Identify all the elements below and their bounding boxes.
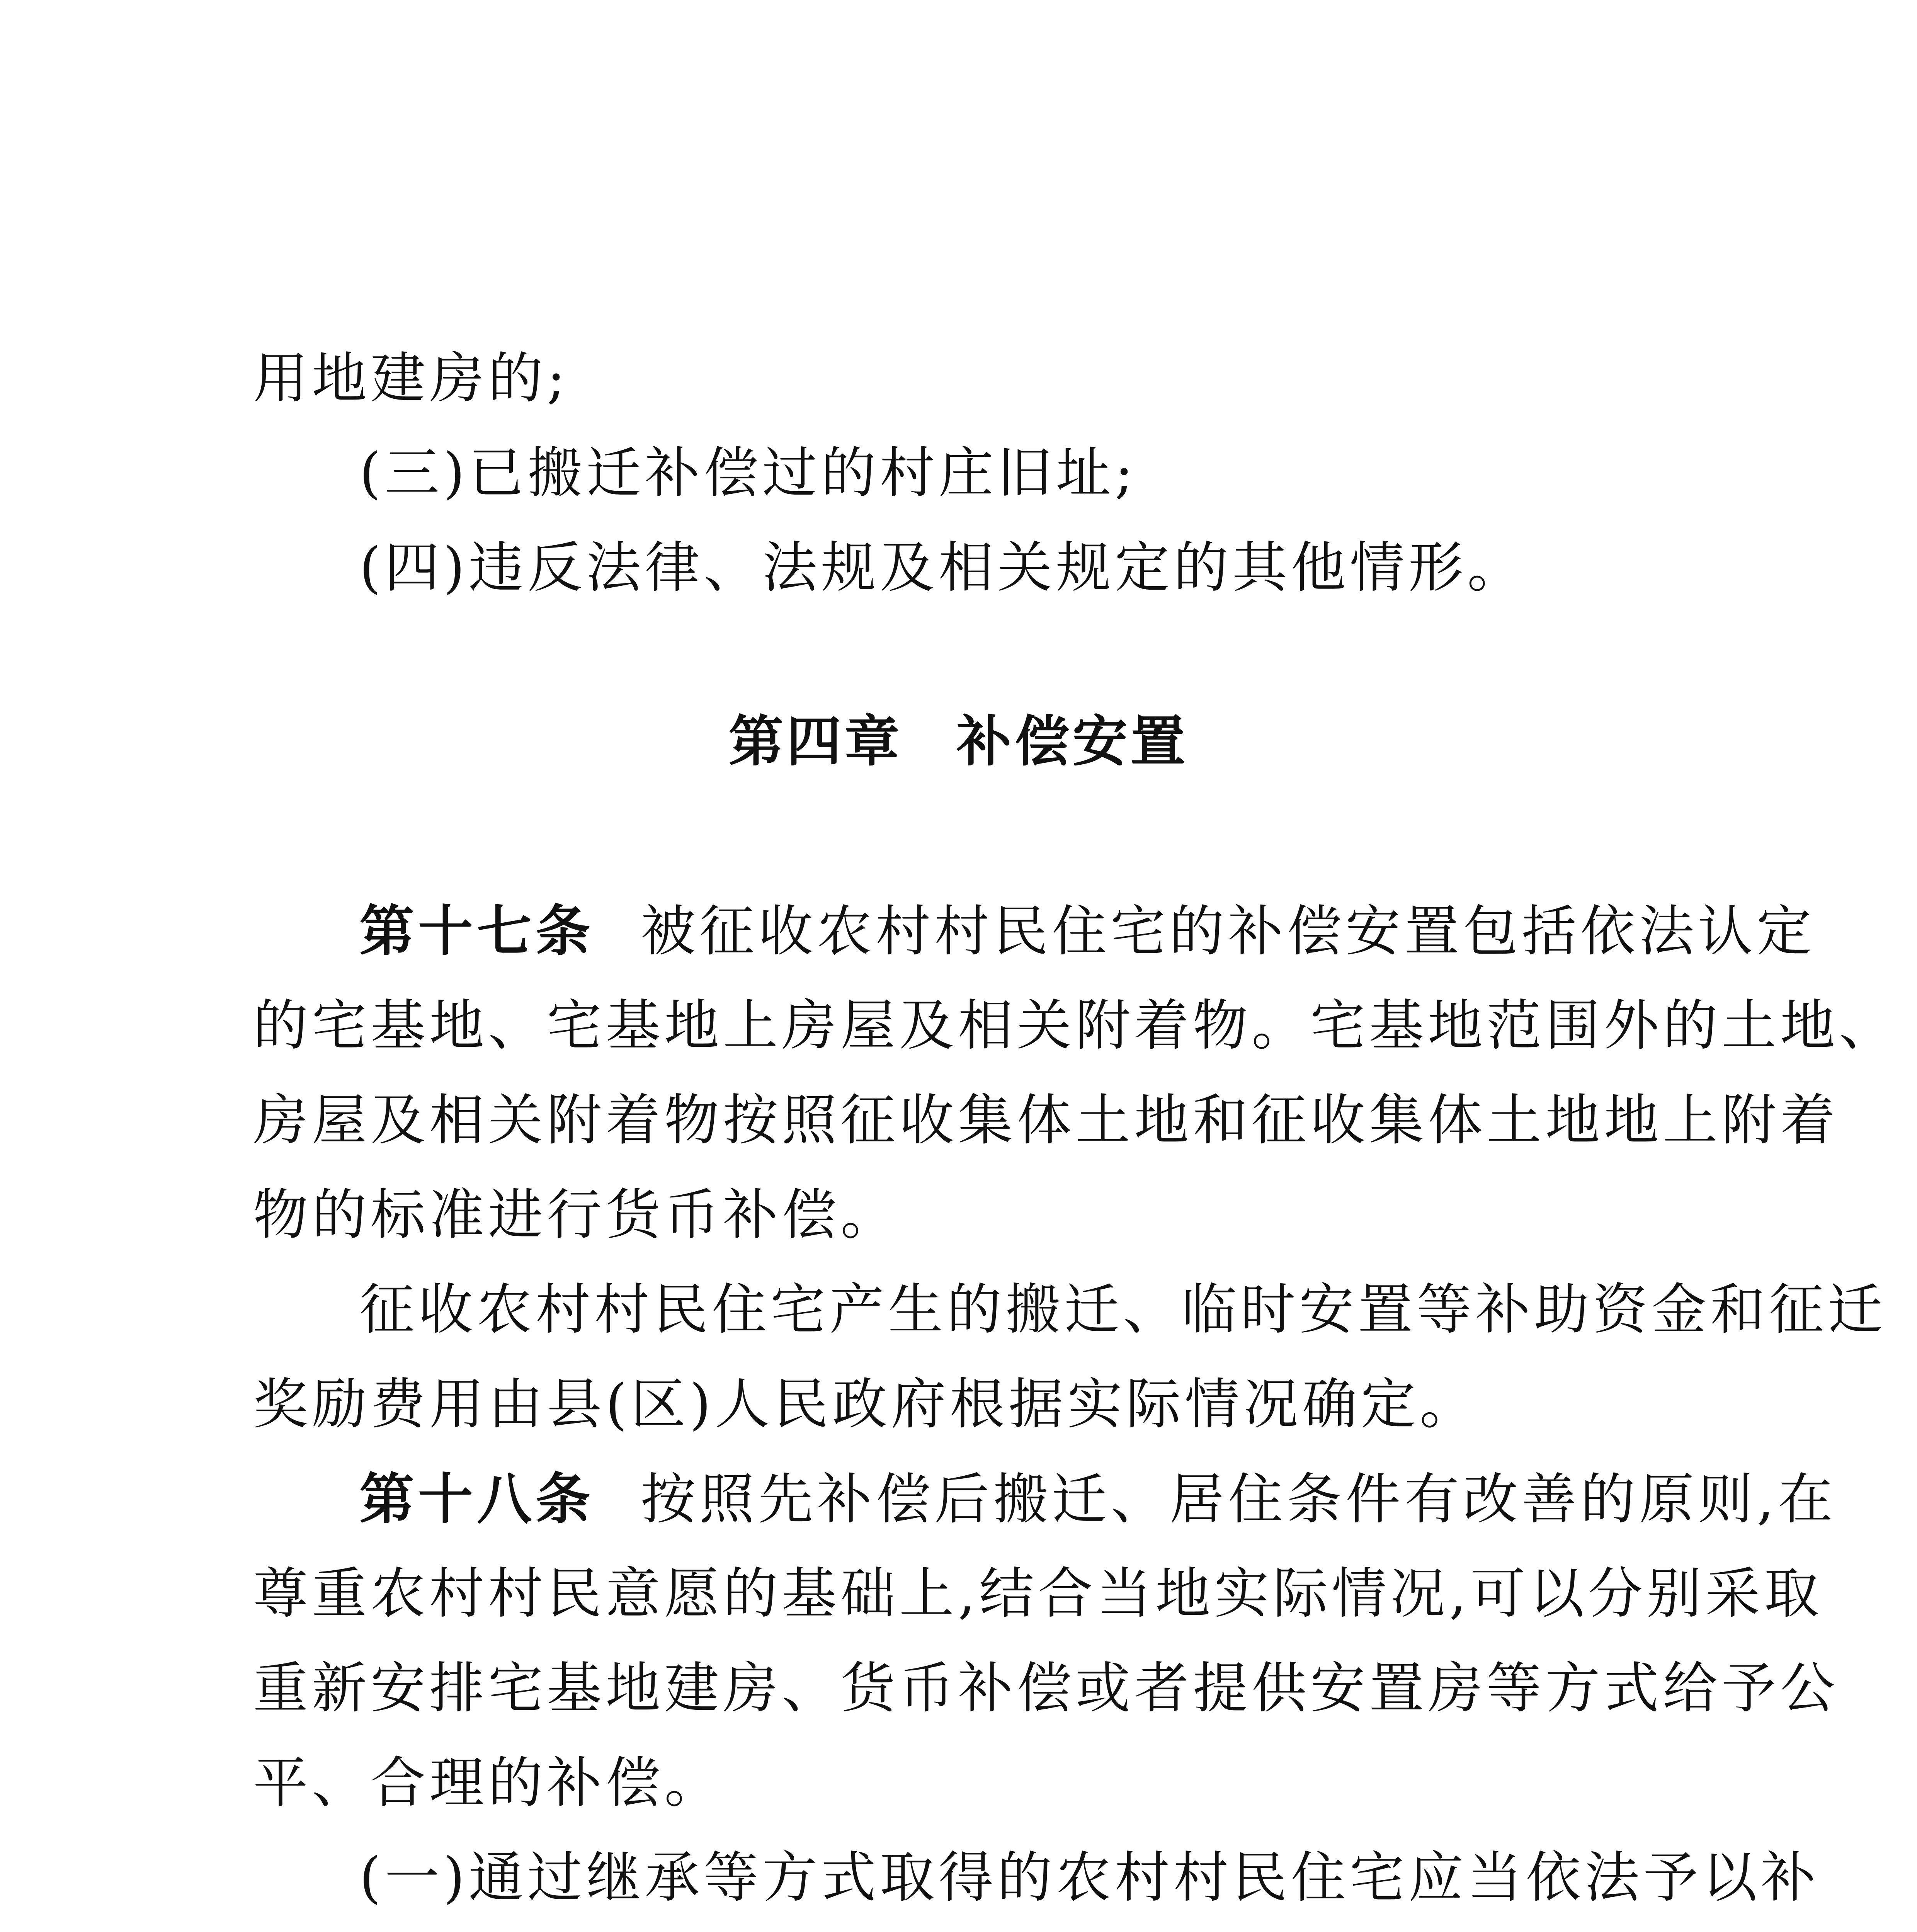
paragraph-line: 的宅基地、宅基地上房屋及相关附着物。宅基地范围外的土地、 [253, 994, 1898, 1058]
paragraph-line: 尊重农村村民意愿的基础上,结合当地实际情况,可以分别采取 [253, 1562, 1823, 1626]
article-18-text: 按照先补偿后搬迁、居住条件有改善的原则,在 [641, 1468, 1837, 1531]
article-17-text: 被征收农村村民住宅的补偿安置包括依法认定 [641, 900, 1815, 963]
chapter-heading [0, 709, 1917, 775]
article-18-title: 第十八条 [359, 1467, 594, 1531]
paragraph-line: 用地建房的; [253, 347, 569, 410]
article-17-line [359, 900, 1815, 963]
paragraph-line: 征收农村村民住宅产生的搬迁、临时安置等补助资金和征迁 [359, 1278, 1886, 1342]
article-18-line [359, 1468, 1837, 1531]
chapter-title: 补偿安置 [956, 710, 1189, 774]
article-17-title: 第十七条 [359, 899, 594, 963]
chapter-number: 第四章 [728, 710, 903, 774]
paragraph-line: 平、合理的补偿。 [253, 1751, 723, 1815]
paragraph-line: 重新安排宅基地建房、货币补偿或者提供安置房等方式给予公 [253, 1656, 1839, 1720]
list-item-one: (一)通过继承等方式取得的农村村民住宅应当依法予以补 [359, 1846, 1820, 1910]
list-item-four: (四)违反法律、法规及相关规定的其他情形。 [359, 536, 1526, 600]
list-item-three: (三)已搬迁补偿过的村庄旧址; [359, 441, 1137, 505]
paragraph-line: 物的标准进行货币补偿。 [253, 1183, 899, 1247]
paragraph-line: 房屋及相关附着物按照征收集体土地和征收集体土地地上附着 [253, 1088, 1839, 1152]
paragraph-line: 奖励费用由县(区)人民政府根据实际情况确定。 [253, 1372, 1478, 1436]
